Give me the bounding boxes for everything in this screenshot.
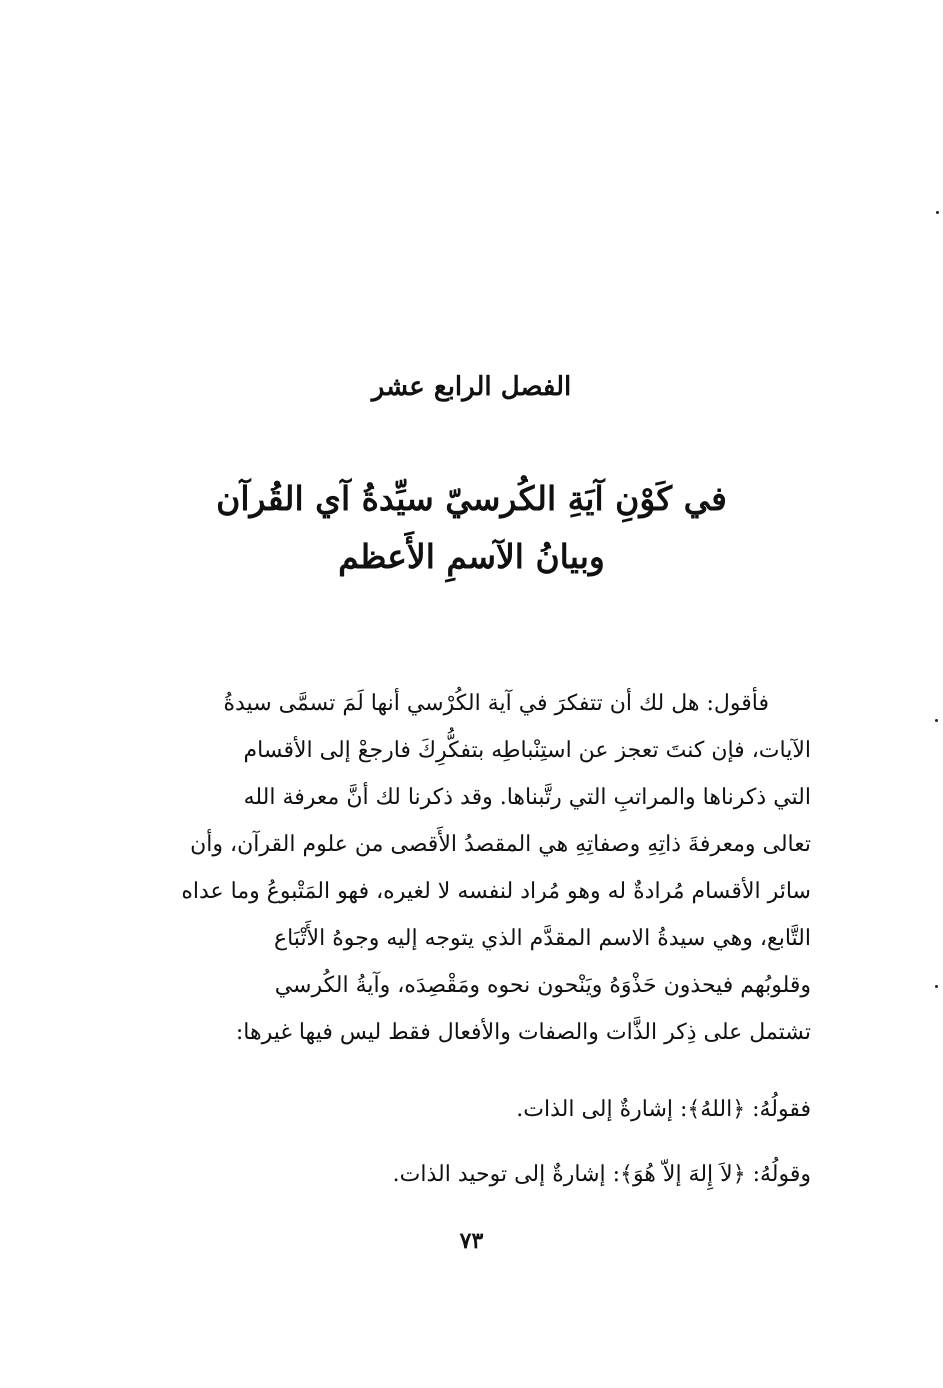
body-line: تشتمل على ذِكر الذَّات والصفات والأفعال فقط ليس فيها غيرها: xyxy=(235,1020,811,1045)
body-line: التَّابع، وهي سيدةُ الاسم المقدَّم الذي يتوجه إليه وجوهُ الأَتْبَاع xyxy=(273,926,811,951)
page-number: ٧٣ xyxy=(459,1228,484,1254)
chapter-heading: الفصل الرابع عشر xyxy=(371,372,572,402)
scan-speck xyxy=(935,985,938,988)
body-line: التي ذكرناها والمراتبِ التي رتَّبناها. وقد ذكرنا لك أنَّ معرفة الله xyxy=(243,785,811,810)
chapter-title xyxy=(0,470,943,586)
body-line: وقلوبُهم فيحذون حَذْوَهُ ويَنْحون نحوه ومَقْصِدَه، وآيةُ الكُرسي xyxy=(274,973,811,998)
body-line: سائر الأقسام مُرادةٌ له وهو مُراد لنفسه لا لغيره، فهو المَتْبوعُ وما عداه xyxy=(181,879,811,904)
body-line: تعالى ومعرفةَ ذاتِهِ وصفاتِهِ هي المقصدُ الأَقصى من علوم القرآن، وأن xyxy=(190,832,811,857)
body-line: الآيات، فإن كنتَ تعجز عن استِنْباطِه بتفكُّرِكَ فارجعْ إلى الأقسام xyxy=(243,738,811,763)
chapter-title-line-2: وبيانُ الآسمِ الأَعظم xyxy=(338,537,605,576)
body-paragraph xyxy=(135,680,811,1056)
verse-line: فقولُهُ: ﴿اللهُ﴾: إشارةٌ إلى الذات. xyxy=(516,1097,811,1122)
body-line: فأقول: هل لك أن تتفكرَ في آية الكُرْسي أنها لَمَ تسمَّى سيدةُ xyxy=(223,691,769,716)
scan-speck xyxy=(935,719,938,722)
verse-line: وقولُهُ: ﴿لاَ إِلهَ إلاّ هُوَ﴾: إشارةٌ إلى توحيد الذات. xyxy=(392,1162,811,1187)
chapter-title-line-1: في كَوْنِ آيَةِ الكُرسيّ سيِّدةُ آي القُرآن xyxy=(216,479,727,518)
scan-speck xyxy=(936,211,939,214)
